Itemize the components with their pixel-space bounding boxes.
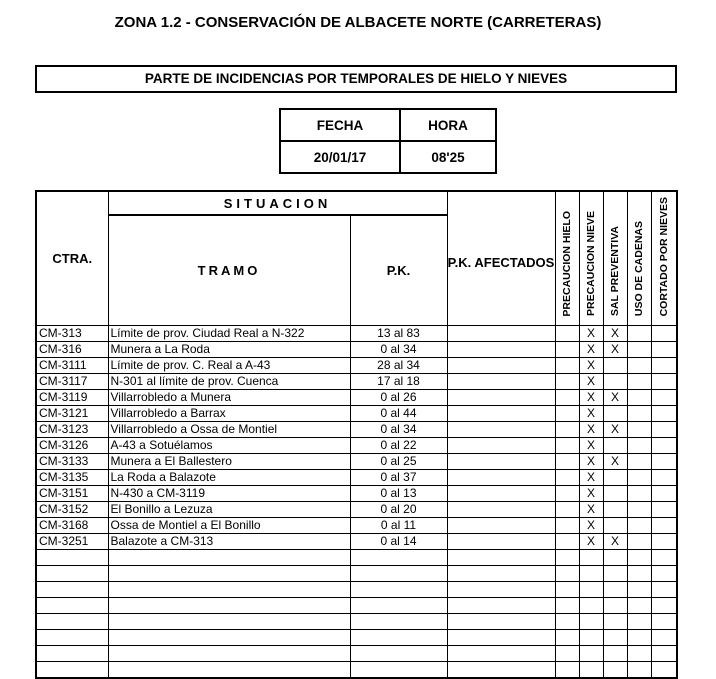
- flag-cell: X: [603, 341, 627, 357]
- empty-cell: [651, 565, 677, 581]
- empty-cell: [603, 549, 627, 565]
- empty-cell: [627, 597, 651, 613]
- empty-cell: [108, 597, 350, 613]
- empty-cell: [579, 565, 603, 581]
- table-row: [36, 485, 677, 501]
- empty-cell: [603, 613, 627, 629]
- empty-cell: [627, 613, 651, 629]
- empty-cell: [555, 581, 579, 597]
- pk-cell: 0 al 20: [350, 501, 447, 517]
- flag-cell: [651, 421, 677, 437]
- flag-cell: [651, 373, 677, 389]
- empty-cell: [350, 565, 447, 581]
- table-row: [36, 517, 677, 533]
- pk-afectados-cell: [447, 373, 555, 389]
- pk-cell: 0 al 25: [350, 453, 447, 469]
- sal-preventiva-header: SAL PREVENTIVA: [603, 191, 627, 325]
- ctra-cell: CM-3121: [36, 405, 108, 421]
- pk-cell: 0 al 22: [350, 437, 447, 453]
- empty-cell: [651, 597, 677, 613]
- empty-row: [36, 645, 677, 661]
- flag-cell: [651, 485, 677, 501]
- empty-cell: [36, 581, 108, 597]
- empty-cell: [555, 645, 579, 661]
- flag-cell: [603, 501, 627, 517]
- flag-cell: X: [579, 421, 603, 437]
- empty-cell: [350, 581, 447, 597]
- ctra-cell: CM-3151: [36, 485, 108, 501]
- pk-afectados-cell: [447, 453, 555, 469]
- flag-cell: [603, 485, 627, 501]
- situacion-header: SITUACION: [108, 191, 447, 215]
- pk-cell: 0 al 14: [350, 533, 447, 549]
- empty-cell: [603, 645, 627, 661]
- table-row: [36, 533, 677, 549]
- table-row: [36, 453, 677, 469]
- tramo-cell: Ossa de Montiel a El Bonillo: [108, 517, 350, 533]
- empty-cell: [447, 549, 555, 565]
- flag-cell: X: [603, 389, 627, 405]
- empty-cell: [579, 645, 603, 661]
- empty-cell: [579, 597, 603, 613]
- precaucion-nieve-header: PRECAUCION NIEVE: [579, 191, 603, 325]
- flag-cell: X: [579, 453, 603, 469]
- empty-cell: [579, 661, 603, 678]
- flag-cell: [603, 373, 627, 389]
- empty-cell: [447, 661, 555, 678]
- flag-cell: [555, 533, 579, 549]
- ctra-cell: CM-3119: [36, 389, 108, 405]
- flag-cell: [627, 485, 651, 501]
- flag-cell: [555, 453, 579, 469]
- empty-cell: [36, 597, 108, 613]
- empty-cell: [447, 597, 555, 613]
- empty-cell: [603, 597, 627, 613]
- flag-cell: [555, 405, 579, 421]
- flag-cell: [651, 533, 677, 549]
- tramo-cell: Villarrobledo a Ossa de Montiel: [108, 421, 350, 437]
- ctra-cell: CM-3126: [36, 437, 108, 453]
- tramo-cell: El Bonillo a Lezuza: [108, 501, 350, 517]
- empty-cell: [555, 661, 579, 678]
- flag-cell: [555, 517, 579, 533]
- flag-cell: [555, 485, 579, 501]
- report-banner: PARTE DE INCIDENCIAS POR TEMPORALES DE HIELO Y NIEVES: [35, 65, 677, 93]
- empty-cell: [350, 549, 447, 565]
- flag-cell: X: [579, 373, 603, 389]
- empty-cell: [603, 661, 627, 678]
- tramo-cell: Balazote a CM-313: [108, 533, 350, 549]
- table-row: [36, 405, 677, 421]
- flag-cell: [627, 469, 651, 485]
- empty-cell: [627, 629, 651, 645]
- page-title: ZONA 1.2 - CONSERVACIÓN DE ALBACETE NORTE (CARRETERAS): [114, 14, 602, 31]
- flag-cell: [603, 469, 627, 485]
- empty-row: [36, 613, 677, 629]
- flag-cell: [603, 357, 627, 373]
- pk-afectados-cell: [447, 421, 555, 437]
- empty-cell: [555, 629, 579, 645]
- empty-cell: [651, 661, 677, 678]
- flag-cell: [555, 389, 579, 405]
- pk-afectados-cell: [447, 469, 555, 485]
- table-row: [36, 437, 677, 453]
- flag-cell: [555, 341, 579, 357]
- flag-cell: [627, 389, 651, 405]
- pk-cell: 0 al 13: [350, 485, 447, 501]
- table-row: [36, 373, 677, 389]
- flag-cell: [627, 533, 651, 549]
- flag-cell: X: [603, 453, 627, 469]
- flag-cell: [627, 373, 651, 389]
- empty-cell: [36, 645, 108, 661]
- flag-cell: [651, 501, 677, 517]
- flag-cell: [627, 341, 651, 357]
- flag-cell: X: [579, 341, 603, 357]
- tramo-cell: La Roda a Balazote: [108, 469, 350, 485]
- empty-cell: [603, 581, 627, 597]
- pk-cell: 28 al 34: [350, 357, 447, 373]
- empty-cell: [651, 613, 677, 629]
- flag-cell: [651, 437, 677, 453]
- pk-afectados-cell: [447, 405, 555, 421]
- flag-cell: [651, 389, 677, 405]
- flag-cell: X: [579, 405, 603, 421]
- hora-value: 08'25: [400, 141, 496, 173]
- flag-cell: [651, 405, 677, 421]
- ctra-header: CTRA.: [36, 191, 108, 325]
- empty-cell: [555, 613, 579, 629]
- empty-cell: [350, 645, 447, 661]
- flag-cell: X: [603, 421, 627, 437]
- incidents-table: [35, 190, 678, 679]
- tramo-cell: Munera a La Roda: [108, 341, 350, 357]
- flag-cell: [627, 501, 651, 517]
- flag-cell: X: [579, 389, 603, 405]
- pk-afectados-cell: [447, 501, 555, 517]
- hora-label: HORA: [400, 109, 496, 141]
- table-row: [36, 469, 677, 485]
- date-time-table: [279, 108, 497, 174]
- pk-cell: 0 al 37: [350, 469, 447, 485]
- empty-cell: [651, 549, 677, 565]
- empty-cell: [350, 613, 447, 629]
- tramo-header: TRAMO: [108, 215, 350, 325]
- empty-cell: [350, 597, 447, 613]
- empty-cell: [36, 565, 108, 581]
- table-row: [36, 325, 677, 341]
- empty-cell: [447, 613, 555, 629]
- pk-cell: 13 al 83: [350, 325, 447, 341]
- pk-cell: 0 al 11: [350, 517, 447, 533]
- tramo-cell: A-43 a Sotuélamos: [108, 437, 350, 453]
- tramo-cell: Villarrobledo a Barrax: [108, 405, 350, 421]
- tramo-cell: N-430 a CM-3119: [108, 485, 350, 501]
- pk-cell: 17 al 18: [350, 373, 447, 389]
- empty-cell: [603, 629, 627, 645]
- empty-cell: [579, 629, 603, 645]
- tramo-cell: Villarrobledo a Munera: [108, 389, 350, 405]
- empty-cell: [36, 629, 108, 645]
- ctra-cell: CM-3123: [36, 421, 108, 437]
- pk-afectados-cell: [447, 357, 555, 373]
- flag-cell: [555, 325, 579, 341]
- empty-cell: [627, 549, 651, 565]
- flag-cell: [627, 421, 651, 437]
- pk-cell: 0 al 44: [350, 405, 447, 421]
- pk-afectados-header: P.K. AFECTADOS: [447, 191, 555, 325]
- empty-cell: [555, 549, 579, 565]
- empty-cell: [447, 645, 555, 661]
- flag-cell: [627, 405, 651, 421]
- pk-cell: 0 al 26: [350, 389, 447, 405]
- ctra-cell: CM-3111: [36, 357, 108, 373]
- empty-cell: [108, 629, 350, 645]
- flag-cell: [555, 421, 579, 437]
- empty-cell: [603, 565, 627, 581]
- empty-cell: [651, 645, 677, 661]
- empty-cell: [447, 581, 555, 597]
- empty-row: [36, 661, 677, 678]
- pk-cell: 0 al 34: [350, 421, 447, 437]
- flag-cell: [555, 469, 579, 485]
- tramo-cell: N-301 al límite de prov. Cuenca: [108, 373, 350, 389]
- empty-cell: [627, 581, 651, 597]
- empty-cell: [108, 581, 350, 597]
- empty-cell: [36, 549, 108, 565]
- flag-cell: X: [579, 437, 603, 453]
- flag-cell: [627, 517, 651, 533]
- empty-cell: [108, 565, 350, 581]
- flag-cell: [603, 405, 627, 421]
- empty-cell: [108, 645, 350, 661]
- ctra-cell: CM-3135: [36, 469, 108, 485]
- table-row: [36, 389, 677, 405]
- ctra-cell: CM-3168: [36, 517, 108, 533]
- flag-cell: [603, 437, 627, 453]
- pk-cell: 0 al 34: [350, 341, 447, 357]
- flag-cell: [555, 357, 579, 373]
- empty-cell: [651, 629, 677, 645]
- flag-cell: X: [603, 533, 627, 549]
- empty-cell: [627, 645, 651, 661]
- empty-cell: [108, 613, 350, 629]
- empty-cell: [350, 629, 447, 645]
- flag-cell: X: [579, 469, 603, 485]
- precaucion-hielo-header: PRECAUCION HIELO: [555, 191, 579, 325]
- ctra-cell: CM-3133: [36, 453, 108, 469]
- tramo-cell: Límite de prov. Ciudad Real a N-322: [108, 325, 350, 341]
- empty-cell: [579, 581, 603, 597]
- flag-cell: [627, 357, 651, 373]
- ctra-cell: CM-313: [36, 325, 108, 341]
- empty-cell: [627, 565, 651, 581]
- empty-cell: [36, 613, 108, 629]
- empty-row: [36, 581, 677, 597]
- pk-header: P.K.: [350, 215, 447, 325]
- empty-cell: [651, 581, 677, 597]
- empty-cell: [579, 613, 603, 629]
- table-row: [36, 501, 677, 517]
- ctra-cell: CM-3117: [36, 373, 108, 389]
- empty-cell: [447, 565, 555, 581]
- ctra-cell: CM-3251: [36, 533, 108, 549]
- empty-cell: [627, 661, 651, 678]
- uso-cadenas-header: USO DE CADENAS: [627, 191, 651, 325]
- flag-cell: [627, 437, 651, 453]
- flag-cell: [651, 341, 677, 357]
- flag-cell: X: [579, 325, 603, 341]
- empty-cell: [350, 661, 447, 678]
- pk-afectados-cell: [447, 389, 555, 405]
- pk-afectados-cell: [447, 533, 555, 549]
- flag-cell: X: [579, 357, 603, 373]
- ctra-cell: CM-3152: [36, 501, 108, 517]
- pk-afectados-cell: [447, 437, 555, 453]
- table-row: [36, 421, 677, 437]
- table-row: [36, 341, 677, 357]
- tramo-cell: Munera a El Ballestero: [108, 453, 350, 469]
- flag-cell: [555, 501, 579, 517]
- empty-row: [36, 597, 677, 613]
- ctra-cell: CM-316: [36, 341, 108, 357]
- empty-cell: [108, 661, 350, 678]
- empty-cell: [555, 597, 579, 613]
- flag-cell: X: [603, 325, 627, 341]
- flag-cell: [603, 517, 627, 533]
- tramo-cell: Límite de prov. C. Real a A-43: [108, 357, 350, 373]
- pk-afectados-cell: [447, 517, 555, 533]
- fecha-label: FECHA: [280, 109, 400, 141]
- empty-cell: [36, 661, 108, 678]
- flag-cell: X: [579, 485, 603, 501]
- fecha-value: 20/01/17: [280, 141, 400, 173]
- pk-afectados-cell: [447, 485, 555, 501]
- flag-cell: [651, 469, 677, 485]
- pk-afectados-cell: [447, 325, 555, 341]
- pk-afectados-cell: [447, 341, 555, 357]
- table-row: [36, 357, 677, 373]
- flag-cell: [555, 373, 579, 389]
- flag-cell: [555, 437, 579, 453]
- flag-cell: [627, 453, 651, 469]
- flag-cell: [651, 357, 677, 373]
- empty-cell: [108, 549, 350, 565]
- empty-cell: [447, 629, 555, 645]
- flag-cell: [627, 325, 651, 341]
- empty-cell: [555, 565, 579, 581]
- flag-cell: [651, 325, 677, 341]
- flag-cell: [651, 453, 677, 469]
- cortado-nieves-header: CORTADO POR NIEVES: [651, 191, 677, 325]
- empty-row: [36, 629, 677, 645]
- empty-cell: [579, 549, 603, 565]
- flag-cell: X: [579, 533, 603, 549]
- empty-row: [36, 565, 677, 581]
- flag-cell: X: [579, 517, 603, 533]
- empty-row: [36, 549, 677, 565]
- flag-cell: X: [579, 501, 603, 517]
- flag-cell: [651, 517, 677, 533]
